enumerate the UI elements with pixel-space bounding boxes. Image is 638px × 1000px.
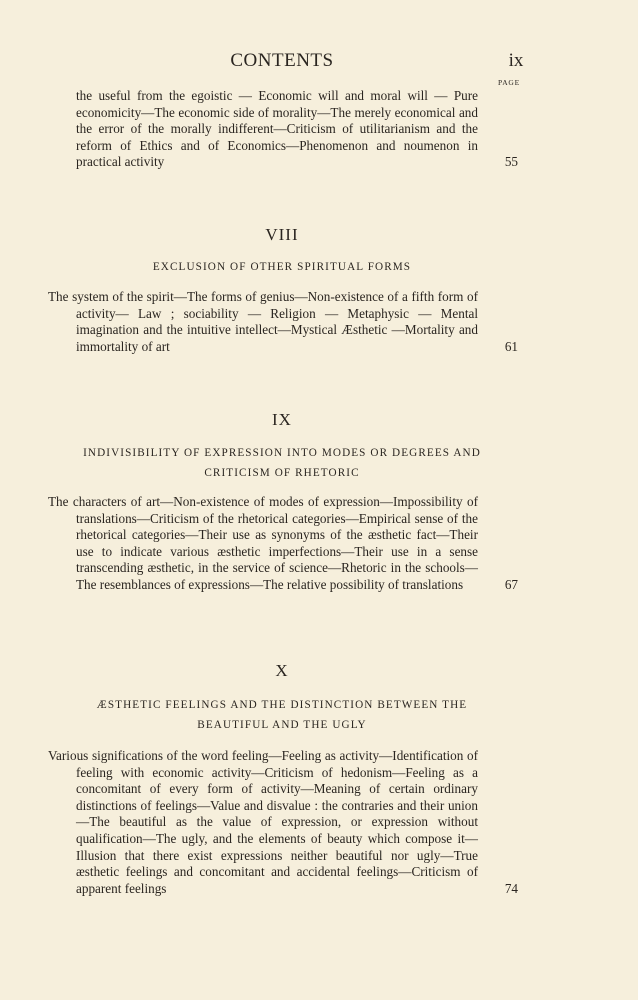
toc-entry-page: 61: [504, 338, 518, 354]
page-column-label: PAGE: [497, 78, 521, 87]
toc-entry-page: 74: [504, 880, 518, 896]
toc-entry: [48, 289, 518, 355]
page-number: ix: [508, 50, 524, 71]
toc-entry: [48, 494, 518, 594]
toc-entry-summary: The characters of art—Non-existence of modes of expression—Impossibility of translations—Criticism of the rhetorical categories—Empirical sense of the rhetorical categories—Their use as synonyms of the æsthetic fact—Their use to indicate various æsthetic imperfections—Their use in a sense transcending æsthetic, in the service of science—Rhetoric in the schools—The resemblances of expressions—The relative possibility of translations: [48, 494, 478, 592]
toc-entry-summary: The system of the spirit—The forms of genius—Non-existence of a fifth form of activity— Law ; sociability — Religion — Metaphysic — Mental imagination and the intuitive intellect—Mystical Æsthetic —Mortality and immortality of art: [48, 289, 478, 354]
running-title: CONTENTS: [230, 50, 334, 71]
chapter-number: X: [275, 661, 289, 680]
chapter-number: VIII: [265, 225, 299, 244]
toc-entry: [48, 748, 518, 897]
chapter-title: INDIVISIBILITY OF EXPRESSION INTO MODES OR DEGREES AND CRITICISM OF RHETORIC: [83, 447, 481, 479]
chapter-number: IX: [272, 410, 292, 429]
toc-entry-summary: Various significations of the word feeling—Feeling as activity—Identification of feeling with economic activity—Criticism of hedonism—Feeling as a concomitant of every form of activity—Meaning of certain ordinary distinctions of feelings—Value and disvalue : the contraries and their union—The beautiful as the value of expression, or expression without qualification—The ugly, and the elements of beauty which compose it—Illusion that there exist expressions neither beautiful nor ugly—True æsthetic feelings and concomitant and accidental feelings—Criticism of apparent feelings: [48, 748, 478, 896]
toc-entry-page: 55: [504, 154, 518, 170]
toc-entry-continued: [48, 88, 518, 171]
toc-entry-summary: the useful from the egoistic — Economic will and moral will — Pure economicity—The economic side of morality—The merely economical and the error of the morally indifferent—Criticism of utilitarianism and the reform of Ethics and of Economics—Phenomenon and noumenon in practical activity: [76, 88, 478, 170]
toc-entry-page: 67: [504, 576, 518, 592]
chapter-title: EXCLUSION OF OTHER SPIRITUAL FORMS: [152, 261, 412, 273]
chapter-title: ÆSTHETIC FEELINGS AND THE DISTINCTION BETWEEN THE BEAUTIFUL AND THE UGLY: [96, 699, 468, 731]
